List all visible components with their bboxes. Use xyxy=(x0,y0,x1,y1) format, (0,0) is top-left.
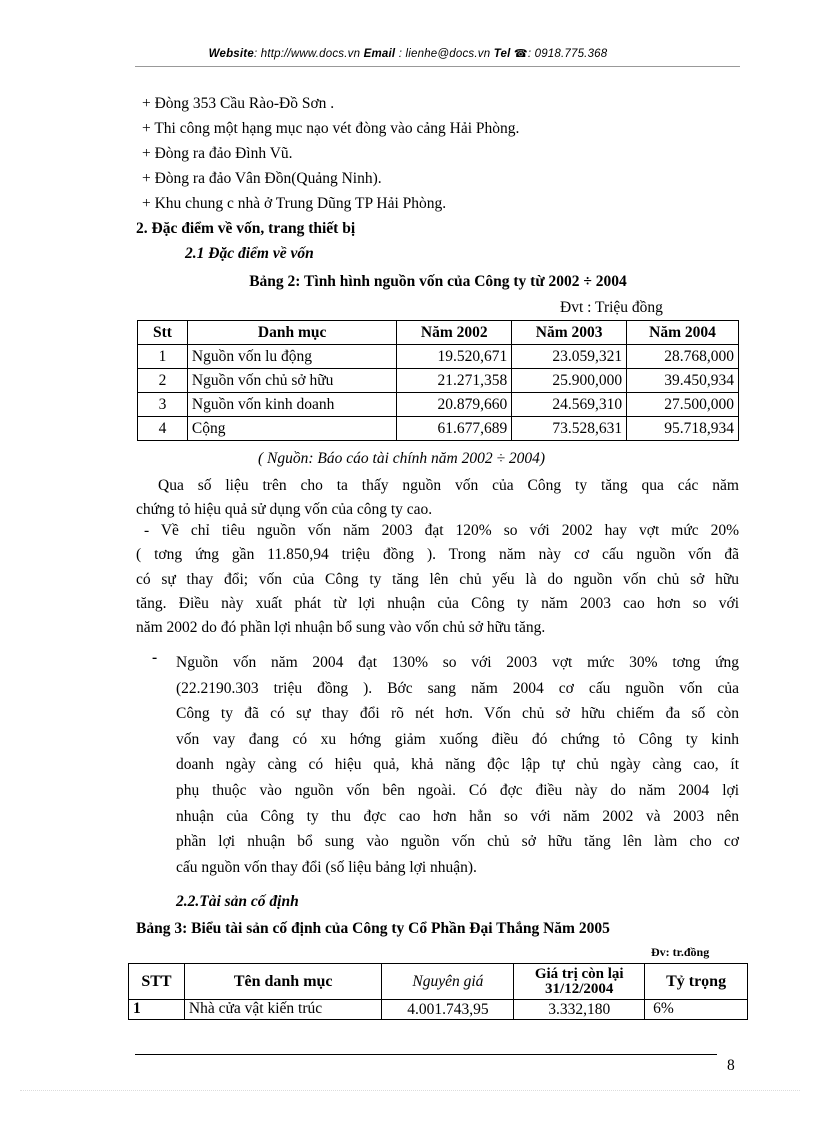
table-cell: 73.528,631 xyxy=(512,417,627,441)
table-header-cell: Stt xyxy=(138,321,188,345)
footer-divider xyxy=(135,1054,717,1055)
table-cell: 3 xyxy=(138,393,188,417)
table2-unit: Đvt : Triệu đồng xyxy=(560,299,663,316)
header-divider xyxy=(135,66,740,67)
list-item: + Khu chung c nhà ở Trung Dũng TP Hải Phòng. xyxy=(142,195,447,212)
capital-table xyxy=(137,320,739,441)
page-edge-dots xyxy=(20,1090,800,1091)
paragraph-line: vốn vay đang có xu hớng giảm xuống điều đó chứng tỏ Công ty kinh xyxy=(176,730,739,748)
table-cell: Nguồn vốn chủ sở hữu xyxy=(187,369,396,393)
tel-label: Tel xyxy=(493,48,511,60)
paragraph-line: nhuận của Công ty thu đợc cao hơn hẳn so với năm 2002 và 2003 nên xyxy=(176,807,739,825)
table-cell: Cộng xyxy=(187,417,396,441)
paragraph-line: cấu nguồn vốn thay đổi (số liệu bảng lợi nhuận). xyxy=(176,858,477,876)
table-cell: 27.500,000 xyxy=(627,393,739,417)
table-header-cell: Danh mục xyxy=(187,321,396,345)
table-cell: Nguồn vốn lu động xyxy=(187,345,396,369)
table-cell: 23.059,321 xyxy=(512,345,627,369)
section-2-1-heading: 2.1 Đặc điểm về vốn xyxy=(185,245,314,262)
paragraph-line: có sự thay đổi; vốn của Công ty tăng lên chủ yếu là do nguồn vốn chủ sở hữu xyxy=(136,570,739,588)
fixed-assets-table xyxy=(128,963,748,1020)
paragraph-1 xyxy=(136,474,739,523)
paragraph-line: - Về chỉ tiêu nguồn vốn năm 2003 đạt 120% so với 2002 hay vợt mức 20% xyxy=(144,522,739,539)
paragraph-2 xyxy=(136,519,739,640)
table-cell: 25.900,000 xyxy=(512,369,627,393)
page-header xyxy=(0,47,816,60)
paragraph-line: phần lợi nhuận bổ sung vào nguồn vốn chủ sở hữu tăng lên làm cho cơ xyxy=(176,833,739,851)
table-cell: 39.450,934 xyxy=(627,369,739,393)
table-row xyxy=(138,417,739,441)
paragraph-line: chứng tỏ hiệu quả sử dụng vốn của công ty cao. xyxy=(136,501,433,519)
tel-number: : 0918.775.368 xyxy=(527,48,608,60)
table-row xyxy=(138,345,739,369)
table-cell: 20.879,660 xyxy=(397,393,512,417)
table-row xyxy=(138,393,739,417)
table-header-row xyxy=(138,321,739,345)
table-header-cell: Tỷ trọng xyxy=(645,964,748,1000)
table-cell: Nhà cửa vật kiến trúc xyxy=(184,1000,382,1020)
table-header-cell: Tên danh mục xyxy=(184,964,382,1000)
website-label: Website xyxy=(208,48,254,60)
table-header-cell: Giá trị còn lại 31/12/2004 xyxy=(514,964,645,1000)
email-label: Email xyxy=(363,48,396,60)
list-item: + Đòng 353 Cầu Rào-Đồ Sơn . xyxy=(142,95,335,112)
table-cell: 28.768,000 xyxy=(627,345,739,369)
table2-source: ( Nguồn: Báo cáo tài chính năm 2002 ÷ 2004) xyxy=(258,450,546,467)
table3-caption: Bảng 3: Biểu tài sản cố định của Công ty Cổ Phần Đại Thắng Năm 2005 xyxy=(136,920,610,937)
table-cell: 2 xyxy=(138,369,188,393)
table-cell: 6% xyxy=(645,1000,748,1020)
email-address[interactable]: : lienhe@docs.vn xyxy=(398,48,491,60)
list-item: + Đòng ra đảo Vân Đồn(Quảng Ninh). xyxy=(142,170,382,187)
table-cell: 21.271,358 xyxy=(397,369,512,393)
table-cell: 1 xyxy=(129,1000,185,1020)
phone-icon: ☎ xyxy=(513,48,528,60)
paragraph-line: tăng. Điều này xuất phát từ lợi nhuận của Công ty năm 2003 cao hơn so với xyxy=(136,594,739,612)
table-header-cell: Năm 2002 xyxy=(397,321,512,345)
bullet-dash: - xyxy=(152,649,158,666)
list-item: + Đòng ra đảo Đình Vũ. xyxy=(142,145,293,162)
section-2-2-heading: 2.2.Tài sản cố định xyxy=(176,893,299,910)
table-cell: 19.520,671 xyxy=(397,345,512,369)
table3-unit: Đv: tr.đồng xyxy=(651,945,710,959)
paragraph-line: năm 2002 do đó phần lợi nhuận bổ sung vào vốn chủ sở hữu tăng. xyxy=(136,619,546,637)
table-header-cell: Năm 2004 xyxy=(627,321,739,345)
table-cell: Nguồn vốn kinh doanh xyxy=(187,393,396,417)
table-row xyxy=(138,369,739,393)
table-cell: 4 xyxy=(138,417,188,441)
paragraph-line: Nguồn vốn năm 2004 đạt 130% so với 2003 vợt mức 30% tơng ứng xyxy=(176,654,739,671)
table-header-row xyxy=(129,964,748,1000)
table-header-cell: Nguyên giá xyxy=(382,964,514,1000)
table-header-cell: STT xyxy=(129,964,185,1000)
table-cell: 4.001.743,95 xyxy=(382,1000,514,1020)
paragraph-line: Công ty đã có sự thay đổi rõ nét hơn. Vốn chủ sở hữu chiếm đa số còn xyxy=(176,705,739,723)
table-cell: 95.718,934 xyxy=(627,417,739,441)
table-header-cell: Năm 2003 xyxy=(512,321,627,345)
paragraph-line: phụ thuộc vào nguồn vốn bên ngoài. Có đợc điều này do năm 2004 lợi xyxy=(176,781,739,799)
list-item: + Thi công một hạng mục nạo vét đòng vào cảng Hải Phòng. xyxy=(142,120,520,137)
section-2-heading: 2. Đặc điểm về vốn, trang thiết bị xyxy=(136,220,356,237)
paragraph-3 xyxy=(176,650,739,880)
table-cell: 61.677,689 xyxy=(397,417,512,441)
table-cell: 3.332,180 xyxy=(514,1000,645,1020)
table-row xyxy=(129,1000,748,1020)
table-cell: 1 xyxy=(138,345,188,369)
website-url[interactable]: : http://www.docs.vn xyxy=(253,48,361,60)
paragraph-line: ( tơng ứng gần 11.850,94 triệu đồng ). Trong năm này cơ cấu nguồn vốn đã xyxy=(136,546,739,564)
paragraph-line: (22.2190.303 triệu đồng ). Bớc sang năm 2004 cơ cấu nguồn vốn của xyxy=(176,679,739,697)
table2-caption: Bảng 2: Tình hình nguồn vốn của Công ty từ 2002 ÷ 2004 xyxy=(249,273,627,290)
table-cell: 24.569,310 xyxy=(512,393,627,417)
paragraph-line: doanh ngày càng có hiệu quả, khả năng độc lập tự chủ ngày càng cao, ít xyxy=(176,756,739,774)
paragraph-line: Qua số liệu trên cho ta thấy nguồn vốn của Công ty tăng qua các năm xyxy=(158,477,739,494)
page-number: 8 xyxy=(727,1057,735,1074)
